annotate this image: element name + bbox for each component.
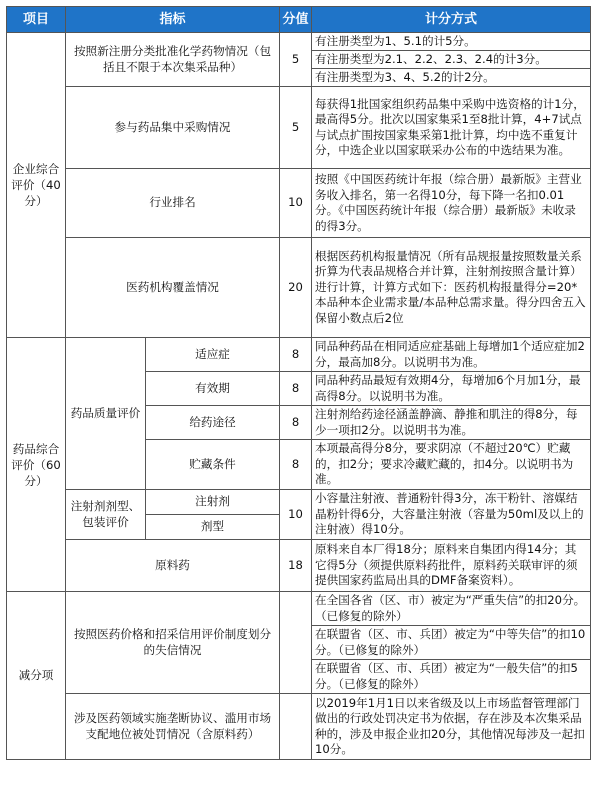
score-new-registration: 5 [280, 33, 312, 87]
score-route: 8 [280, 406, 312, 440]
table-row [7, 33, 591, 51]
method-cell: 注射剂给药途径涵盖静滴、静推和肌注的得8分，每少一项扣2分。以说明书为准。 [312, 406, 591, 440]
score-shelf-life: 8 [280, 372, 312, 406]
method-cell: 在全国各省（区、市）被定为“严重失信”的扣20分。（已修复的除外） [312, 592, 591, 626]
table-row [7, 169, 591, 238]
sub-shelf-life: 有效期 [146, 372, 280, 406]
score-monopoly [280, 694, 312, 760]
sub-storage: 贮藏条件 [146, 440, 280, 490]
header-row [7, 7, 591, 33]
indicator-raw-material: 原料药 [66, 540, 280, 592]
table-row [7, 490, 591, 515]
score-raw-material: 18 [280, 540, 312, 592]
method-cell: 根据医药机构报量情况（所有品规报量按照数量关系折算为代表品规格合并计算，注射剂按照含量计算）进行计算，计算方式如下：医药机构报量得分=20*本品种本企业需求量/本品种总需求量。得分四舍五入保留小数点后2位 [312, 238, 591, 338]
method-cell: 原料来自本厂得18分；原料来自集团内得14分；其它得5分（须提供原料药批件，原料药关联审评的须提供国家药监局出具的DMF备案资料）。 [312, 540, 591, 592]
sub-dosage-form: 剂型 [146, 515, 280, 540]
score-procurement: 5 [280, 87, 312, 169]
sub-indication: 适应症 [146, 338, 280, 372]
section-deduction: 减分项 [7, 592, 66, 760]
table-row [7, 87, 591, 169]
method-cell: 同品种药品在相同适应症基础上每增加1个适应症加2分，最高加8分。以说明书为准。 [312, 338, 591, 372]
sub-injection: 注射剂 [146, 490, 280, 515]
score-credit [280, 592, 312, 694]
group-packaging: 注射剂剂型、包装评价 [66, 490, 146, 540]
table-row [7, 338, 591, 372]
indicator-credit: 按照医药价格和招采信用评价制度划分的失信情况 [66, 592, 280, 694]
sub-route: 给药途径 [146, 406, 280, 440]
method-cell: 小容量注射液、普通粉针得3分，冻干粉针、溶媒结晶粉针得6分，大容量注射液（容量为50ml及以上的注射液）得10分。 [312, 490, 591, 540]
header-score: 分值 [280, 7, 312, 33]
scoring-table [6, 6, 591, 760]
section-drug: 药品综合评价（60分） [7, 338, 66, 592]
group-quality: 药品质量评价 [66, 338, 146, 490]
indicator-monopoly: 涉及医药领域实施垄断协议、滥用市场支配地位被处罚情况（含原料药） [66, 694, 280, 760]
score-injection: 10 [280, 490, 312, 540]
method-cell: 有注册类型为1、5.1的计5分。 [312, 33, 591, 51]
header-project: 项目 [7, 7, 66, 33]
method-cell: 在联盟省（区、市、兵团）被定为“一般失信”的扣5分。（已修复的除外） [312, 660, 591, 694]
indicator-coverage: 医药机构覆盖情况 [66, 238, 280, 338]
method-cell: 在联盟省（区、市、兵团）被定为“中等失信”的扣10分。（已修复的除外） [312, 626, 591, 660]
header-method: 计分方式 [312, 7, 591, 33]
method-cell: 每获得1批国家组织药品集中采购中选资格的计1分，最高得5分。批次以国家集采1至8批计算，4+7试点与试点扩围按国家集采第1批计算，均中选不重复计分，中选企业以国家联采办公布的中选结果为准。 [312, 87, 591, 169]
method-cell: 同品种药品最短有效期4分，每增加6个月加1分，最高得8分。以说明书为准。 [312, 372, 591, 406]
method-cell: 有注册类型为3、4、5.2的计2分。 [312, 69, 591, 87]
score-ranking: 10 [280, 169, 312, 238]
table-row [7, 540, 591, 592]
method-cell: 按照《中国医药统计年报（综合册）最新版》主营业务收入排名，第一名得10分，每下降一名扣0.01分。《中国医药统计年报（综合册）最新版》未收录的得3分。 [312, 169, 591, 238]
method-cell: 本项最高得分8分，要求阴凉（不超过20℃）贮藏的，扣2分；要求冷藏贮藏的，扣4分。以说明书为准。 [312, 440, 591, 490]
indicator-ranking: 行业排名 [66, 169, 280, 238]
table-row [7, 592, 591, 626]
table-row [7, 694, 591, 760]
score-coverage: 20 [280, 238, 312, 338]
section-enterprise: 企业综合评价（40分） [7, 33, 66, 338]
score-indication: 8 [280, 338, 312, 372]
indicator-new-registration: 按照新注册分类批准化学药物情况（包括且不限于本次集采品种） [66, 33, 280, 87]
indicator-procurement: 参与药品集中采购情况 [66, 87, 280, 169]
method-cell: 有注册类型为2.1、2.2、2.3、2.4的计3分。 [312, 51, 591, 69]
table-row [7, 238, 591, 338]
method-cell: 以2019年1月1日以来省级及以上市场监督管理部门做出的行政处罚决定书为依据，存在涉及本次集采品种的，涉及申报企业扣20分，其他情况每涉及一起扣10分。 [312, 694, 591, 760]
header-indicator: 指标 [66, 7, 280, 33]
score-storage: 8 [280, 440, 312, 490]
